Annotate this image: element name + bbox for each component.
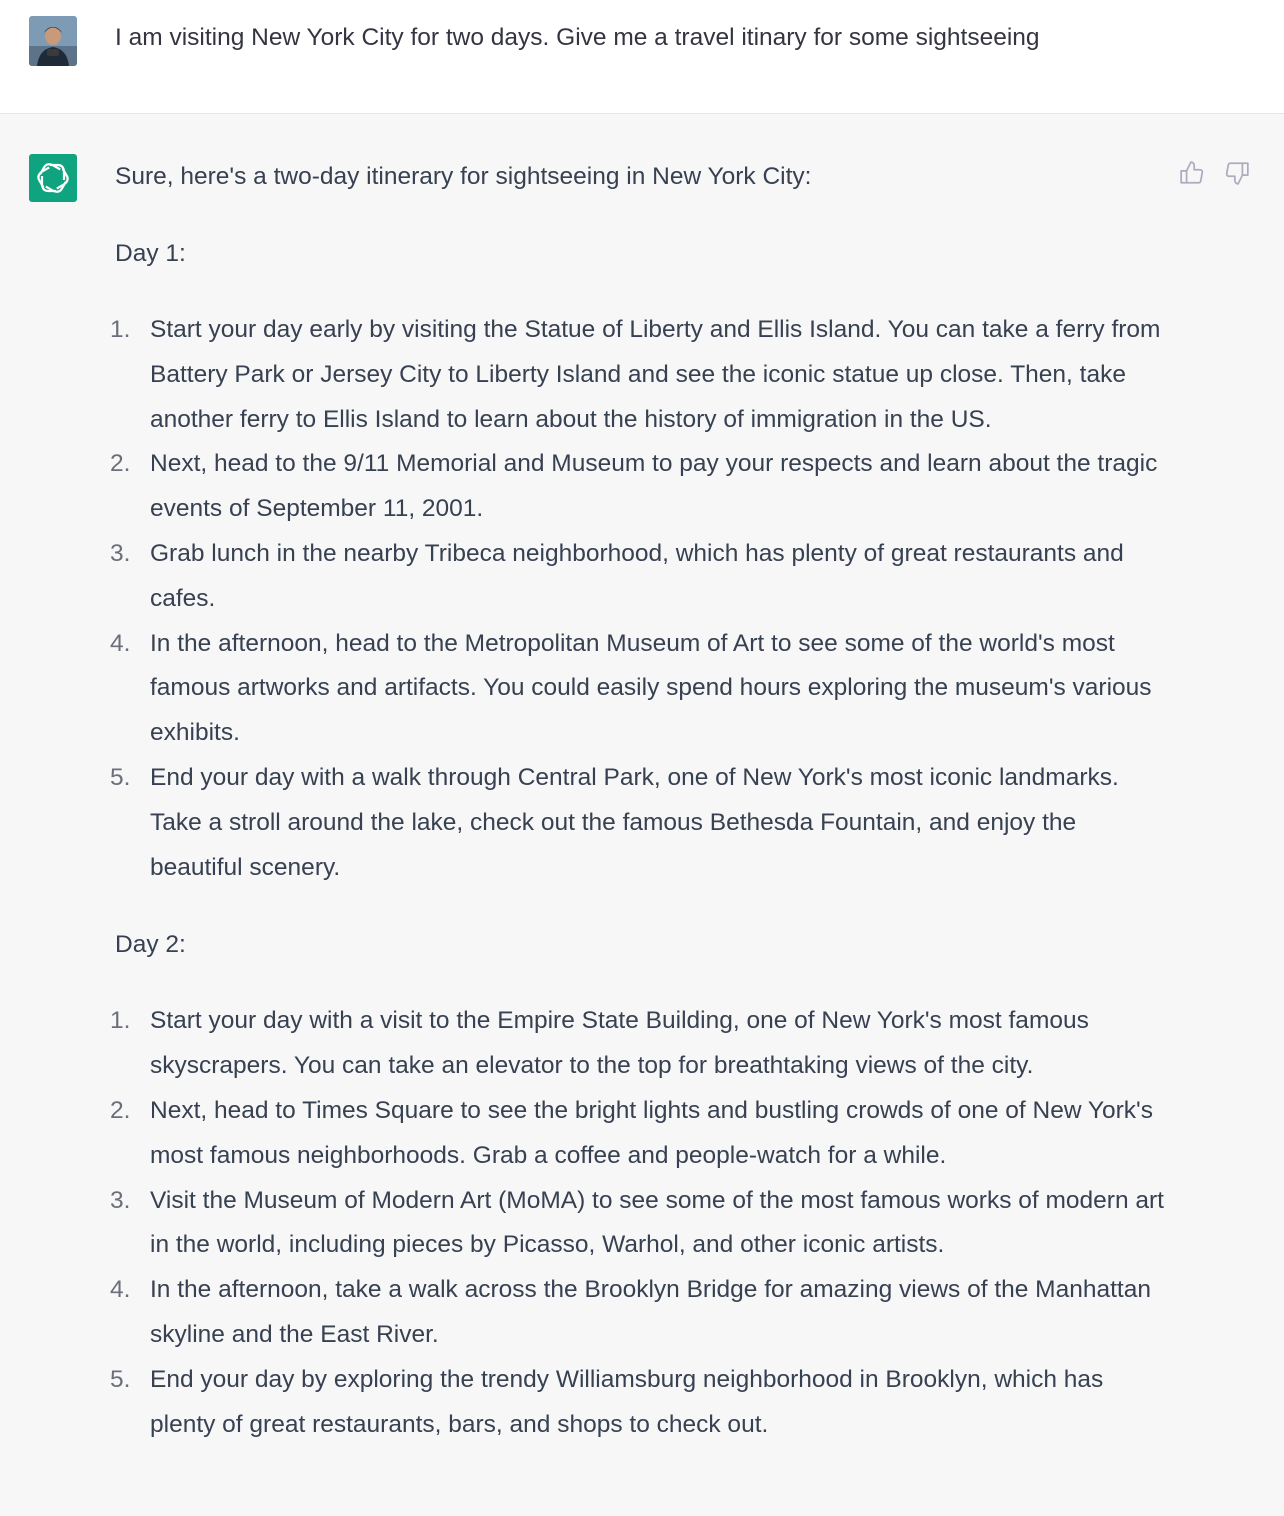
list-item-text: Visit the Museum of Modern Art (MoMA) to see some of the most famous works of modern art in the world, including pieces by Picasso, Warhol, and other iconic artists. bbox=[150, 1186, 1164, 1259]
assistant-message-content bbox=[110, 154, 1165, 1447]
user-message-row bbox=[0, 0, 1284, 114]
day-2-list bbox=[110, 999, 1165, 1447]
list-item bbox=[110, 622, 1165, 756]
list-item-text: In the afternoon, take a walk across the Brooklyn Bridge for amazing views of the Manhattan skyline and the East River. bbox=[150, 1276, 1151, 1348]
list-item-text: Next, head to Times Square to see the bright lights and bustling crowds of one of New York's most famous neighborhoods. Grab a coffee and people-watch for a while. bbox=[150, 1096, 1153, 1169]
list-item-number: 4. bbox=[110, 629, 131, 657]
day-1-list bbox=[110, 308, 1165, 890]
assistant-intro: Sure, here's a two-day itinerary for sightseeing in New York City: bbox=[115, 163, 812, 190]
list-item bbox=[110, 1358, 1165, 1448]
list-item-number: 5. bbox=[110, 763, 131, 791]
list-item bbox=[110, 756, 1165, 890]
thumbs-down-icon bbox=[1224, 160, 1250, 186]
list-item bbox=[110, 1179, 1165, 1269]
list-item bbox=[110, 308, 1165, 442]
list-item-text: Grab lunch in the nearby Tribeca neighborhood, which has plenty of great restaurants and cafes. bbox=[150, 539, 1124, 612]
thumbs-down-button[interactable] bbox=[1222, 158, 1252, 188]
list-item-number: 1. bbox=[110, 316, 131, 343]
thumbs-up-button[interactable] bbox=[1177, 158, 1207, 188]
user-message-text: I am visiting New York City for two days. Give me a travel itinary for some sightseeing bbox=[115, 24, 1040, 51]
assistant-avatar bbox=[29, 154, 77, 202]
list-item bbox=[110, 532, 1165, 622]
list-item-number: 3. bbox=[110, 539, 131, 567]
user-avatar bbox=[29, 16, 77, 66]
openai-logo-icon bbox=[29, 154, 77, 202]
list-item-number: 2. bbox=[110, 1096, 131, 1124]
list-item-text: Start your day with a visit to the Empire State Building, one of New York's most famous skyscrapers. You can take an elevator to the top for breathtaking views of the city. bbox=[150, 1007, 1089, 1080]
list-item-number: 4. bbox=[110, 1276, 131, 1304]
list-item-text: Start your day early by visiting the Statue of Liberty and Ellis Island. You can take a ferry from Battery Park or Jersey City to Liberty Island and see the iconic statue up close. Then, take another ferry to Ellis Island to learn about the history of immigration in the US. bbox=[150, 316, 1161, 433]
list-item-text: End your day with a walk through Central Park, one of New York's most iconic landmarks. Take a stroll around the lake, check out the famous Bethesda Fountain, and enjoy the beautiful scenery. bbox=[150, 763, 1119, 881]
assistant-message-row bbox=[0, 114, 1284, 1516]
list-item bbox=[110, 442, 1165, 532]
list-item-number: 2. bbox=[110, 450, 131, 478]
list-item bbox=[110, 999, 1165, 1089]
list-item-number: 5. bbox=[110, 1365, 131, 1393]
thumbs-up-icon bbox=[1179, 160, 1205, 186]
list-item-number: 3. bbox=[110, 1186, 131, 1214]
user-photo-icon bbox=[29, 16, 77, 66]
list-item-text: In the afternoon, head to the Metropolitan Museum of Art to see some of the world's most famous artworks and artifacts. You could easily spend hours exploring the museum's various exhibits. bbox=[150, 629, 1152, 747]
list-item-text: End your day by exploring the trendy Williamsburg neighborhood in Brooklyn, which has plenty of great restaurants, bars, and shops to check out. bbox=[150, 1365, 1104, 1438]
list-item-text: Next, head to the 9/11 Memorial and Museum to pay your respects and learn about the tragic events of September 11, 2001. bbox=[150, 450, 1158, 523]
day-2-heading: Day 2: bbox=[115, 931, 186, 959]
list-item-number: 1. bbox=[110, 1007, 131, 1035]
list-item bbox=[110, 1268, 1165, 1358]
list-item bbox=[110, 1089, 1165, 1179]
day-1-heading: Day 1: bbox=[115, 240, 186, 267]
